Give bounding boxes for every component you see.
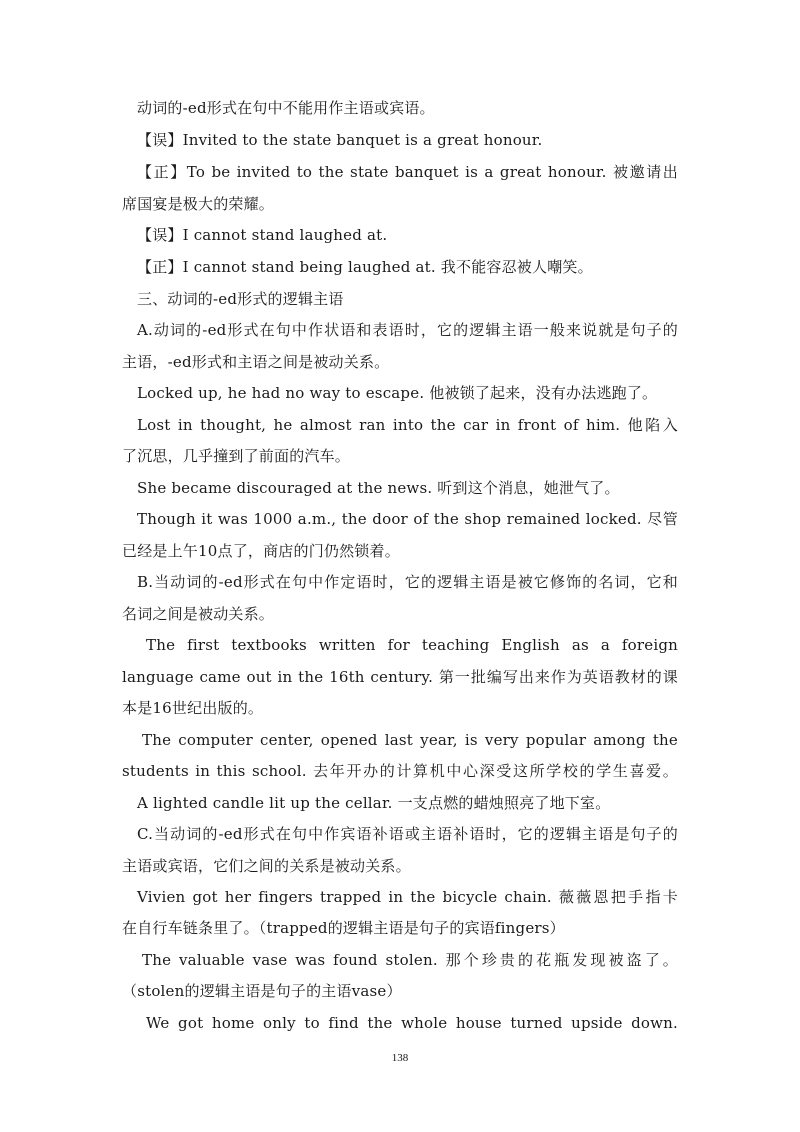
text-line: The first textbooks written for teaching English as a foreign (146, 636, 678, 654)
text-line: We got home only to find the whole house turned upside down. (146, 1014, 678, 1032)
text-line: 主语或宾语，它们之间的关系是被动关系。 (122, 857, 411, 875)
text-line: A.动词的-ed形式在句中作状语和表语时，它的逻辑主语一般来说就是句子的 (137, 321, 678, 339)
text-line: （stolen的逻辑主语是句子的主语vase） (122, 982, 402, 1000)
text-line: 席国宴是极大的荣耀。 (122, 195, 275, 213)
text-line: 名词之间是被动关系。 (122, 605, 275, 623)
text-line: Vivien got her fingers trapped in the bicycle chain. 薇薇恩把手指卡 (137, 888, 678, 906)
text-line: 主语，-ed形式和主语之间是被动关系。 (122, 353, 390, 371)
text-line: 本是16世纪出版的。 (122, 699, 264, 717)
text-line: C.当动词的-ed形式在句中作宾语补语或主语补语时，它的逻辑主语是句子的 (137, 825, 678, 843)
text-line: students in this school. 去年开办的计算机中心深受这所学校的学生喜爱。 (122, 762, 678, 780)
text-line: 【正】I cannot stand being laughed at. 我不能容忍被人嘲笑。 (137, 258, 593, 276)
text-line: The valuable vase was found stolen. 那个珍贵的花瓶发现被盗了。 (142, 951, 678, 969)
page-number: 138 (391, 1052, 409, 1064)
text-line: 已经是上午10点了，商店的门仍然锁着。 (122, 542, 400, 560)
text-line: Lost in thought, he almost ran into the car in front of him. 他陷入 (137, 416, 678, 434)
text-line: 动词的-ed形式在句中不能用作主语或宾语。 (137, 99, 435, 117)
text-line: language came out in the 16th century. 第一批编写出来作为英语教材的课 (122, 668, 678, 686)
text-line: The computer center, opened last year, is very popular among the (142, 731, 678, 749)
text-line: 【正】To be invited to the state banquet is a great honour. 被邀请出 (137, 163, 678, 181)
text-line: 【误】Invited to the state banquet is a great honour. (137, 131, 543, 149)
text-line: 在自行车链条里了。（trapped的逻辑主语是句子的宾语fingers） (122, 919, 565, 937)
section-heading: 三、动词的-ed形式的逻辑主语 (137, 290, 344, 308)
text-line: 【误】I cannot stand laughed at. (137, 226, 388, 244)
text-line: Locked up, he had no way to escape. 他被锁了起来，没有办法逃跑了。 (137, 384, 658, 402)
text-line: 了沉思，几乎撞到了前面的汽车。 (122, 447, 351, 465)
text-line: A lighted candle lit up the cellar. 一支点燃的蜡烛照亮了地下室。 (137, 794, 611, 812)
text-line: B.当动词的-ed形式在句中作定语时，它的逻辑主语是被它修饰的名词，它和 (137, 573, 678, 591)
text-line: Though it was 1000 a.m., the door of the shop remained locked. 尽管 (137, 510, 678, 528)
text-line: She became discouraged at the news. 听到这个消息，她泄气了。 (137, 479, 620, 497)
